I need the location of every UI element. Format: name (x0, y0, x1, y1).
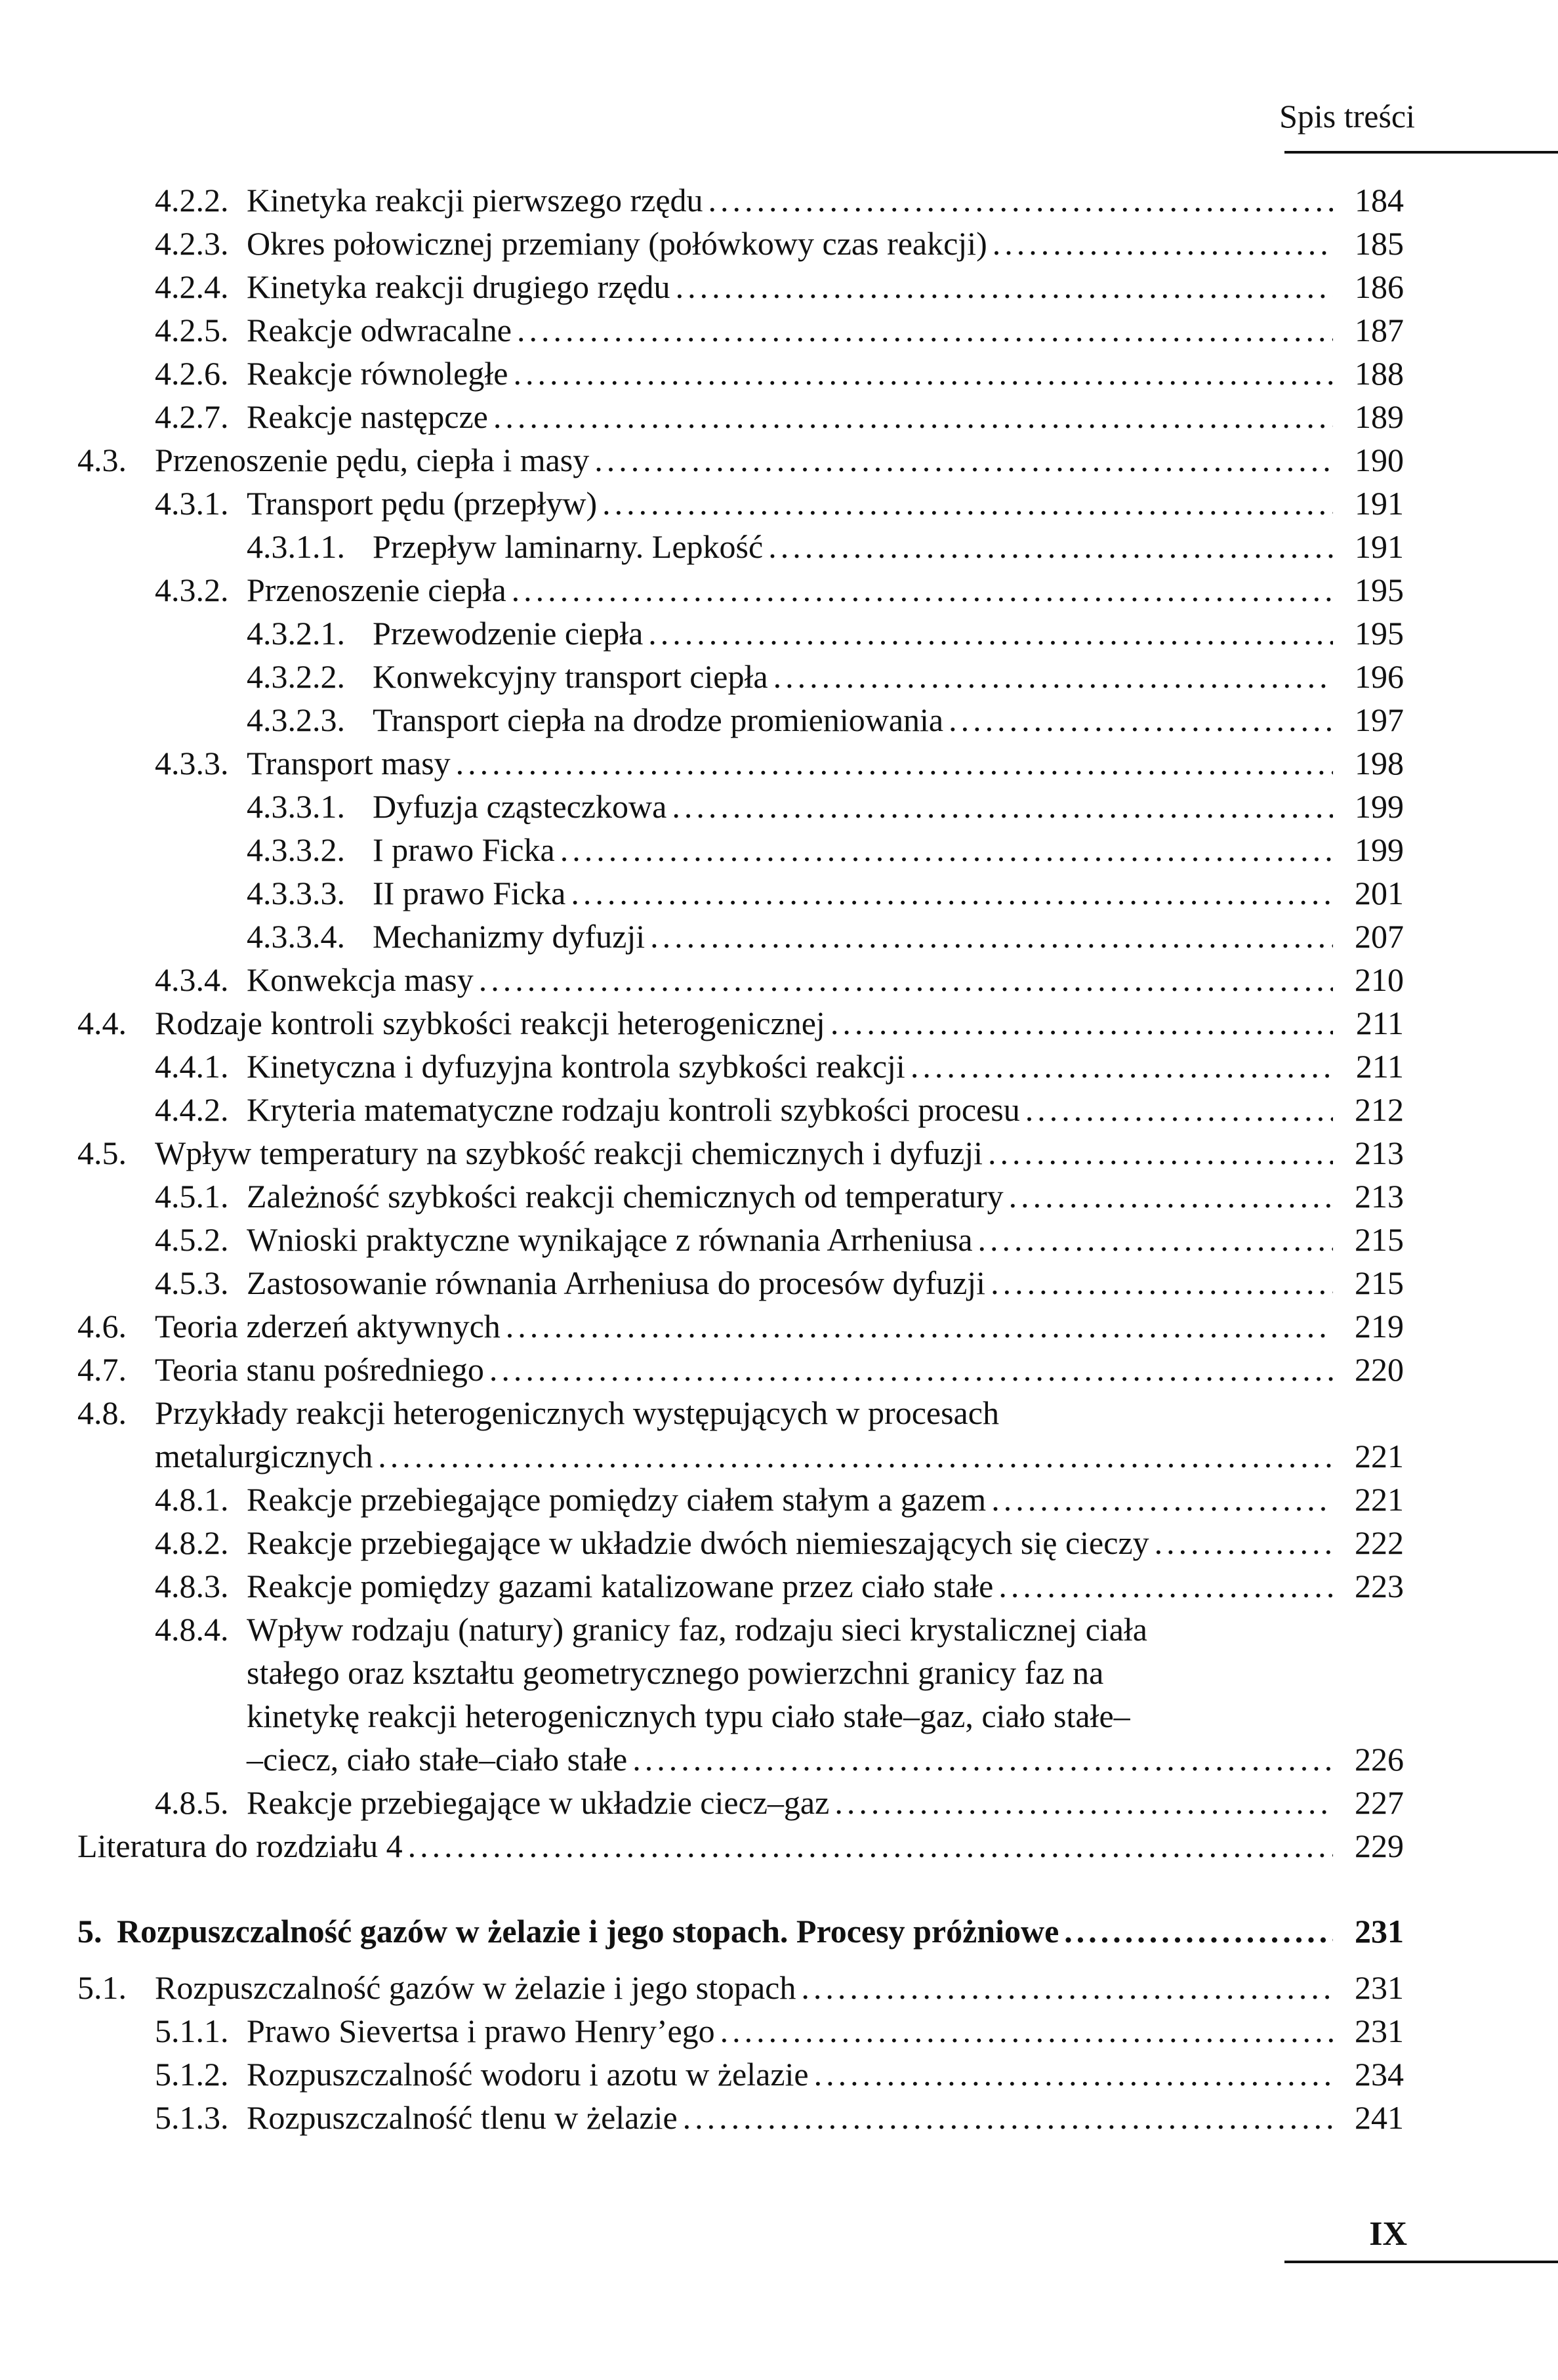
dot-leader (408, 1824, 1333, 1868)
toc-entry-title: Kinetyka reakcji drugiego rzędu (247, 268, 670, 305)
toc-entry-page: 211 (1355, 1048, 1404, 1085)
toc-entry[interactable] (0, 1305, 1404, 1348)
toc-entry[interactable] (0, 1175, 1404, 1218)
toc-entry-title: Mechanizmy dyfuzji (373, 918, 646, 955)
toc-entry-page: 229 (1355, 1827, 1404, 1864)
toc-entry-page: 231 (1355, 1969, 1404, 2006)
toc-entry[interactable] (0, 1694, 1404, 1738)
toc-entry-title: Dyfuzja cząsteczkowa (373, 788, 667, 825)
toc-entry[interactable] (0, 482, 1404, 525)
toc-entry-title: Przenoszenie ciepła (247, 572, 506, 608)
toc-entry-number: 4.3.2. (155, 572, 229, 608)
toc-entry-number: 4.8.4. (155, 1611, 229, 1648)
toc-entry[interactable] (0, 1781, 1404, 1824)
toc-entry-title: –ciecz, ciało stałe–ciało stałe (247, 1741, 628, 1778)
toc-entry[interactable] (0, 1131, 1404, 1175)
toc-entry-page: 222 (1355, 1524, 1404, 1561)
toc-entry[interactable] (0, 741, 1404, 785)
toc-entry[interactable] (0, 1348, 1404, 1391)
toc-entry-number: 4.2.5. (155, 312, 229, 348)
toc-entry-title: Przepływ laminarny. Lepkość (373, 528, 764, 565)
toc-entry-title: kinetykę reakcji heterogenicznych typu ciało stałe–gaz, ciało stałe– (247, 1698, 1130, 1734)
toc-entry-number: 4.4.2. (155, 1091, 229, 1128)
toc-entry-number: 4.5.3. (155, 1264, 229, 1301)
toc-entry-title: Reakcje pomiędzy gazami katalizowane przez ciało stałe (247, 1568, 994, 1604)
toc-entry-page: 199 (1355, 788, 1404, 825)
toc-entry-title: Rozpuszczalność gazów w żelazie i jego stopach. Procesy próżniowe (117, 1913, 1059, 1950)
toc-entry-page: 210 (1355, 961, 1404, 998)
dot-leader (378, 1434, 1333, 1478)
dot-leader (998, 1564, 1333, 1608)
toc-entry-page: 241 (1355, 2099, 1404, 2136)
toc-entry-page: 223 (1355, 1568, 1404, 1604)
toc-entry-number: 4.2.3. (155, 225, 229, 262)
dot-leader (768, 525, 1333, 568)
toc-entry-page: 213 (1355, 1135, 1404, 1171)
toc-entry-number: 5.1. (77, 1969, 127, 2006)
toc-entry-page: 197 (1355, 701, 1404, 738)
toc-entry-number: 4.3.1.1. (247, 528, 345, 565)
toc-entry[interactable] (0, 438, 1404, 482)
toc-entry-number: 4.6. (77, 1308, 127, 1345)
toc-entry-number: 4.5.1. (155, 1178, 229, 1215)
toc-entry-title: Reakcje odwracalne (247, 312, 512, 348)
dot-leader (988, 1131, 1333, 1175)
toc-entry[interactable] (0, 1001, 1404, 1045)
toc-entry-page: 207 (1355, 918, 1404, 955)
toc-entry-page: 231 (1355, 1913, 1404, 1950)
toc-entry-number: 5.1.2. (155, 2056, 229, 2093)
toc-entry[interactable] (0, 265, 1404, 308)
toc-entry[interactable] (0, 2096, 1404, 2139)
toc-entry-title: Reakcje przebiegające w układzie ciecz–gaz (247, 1784, 830, 1821)
toc-entry-page: 234 (1355, 2056, 1404, 2093)
toc-entry-title: Wnioski praktyczne wynikające z równania Arrheniusa (247, 1221, 973, 1258)
toc-entry-number: 4.3.3.1. (247, 788, 345, 825)
toc-entry-title: Reakcje przebiegające w układzie dwóch niemieszających się cieczy (247, 1524, 1149, 1561)
toc-entry-number: 5. (77, 1913, 102, 1950)
section-spacer (0, 1868, 1558, 1910)
dot-leader (676, 265, 1333, 308)
header-rule (1284, 151, 1558, 154)
dot-leader (1064, 1910, 1333, 1953)
toc-entry[interactable] (0, 1651, 1404, 1694)
running-header: Spis treści (1279, 98, 1415, 135)
toc-entry-title: Przenoszenie pędu, ciepła i masy (155, 442, 590, 478)
toc-entry[interactable] (0, 1738, 1404, 1781)
toc-entry-number: 4.3.3.2. (247, 831, 345, 868)
toc-entry[interactable] (0, 1608, 1404, 1651)
toc-entry[interactable] (0, 352, 1404, 395)
toc-entry-title: Wpływ temperatury na szybkość reakcji chemicznych i dyfuzji (155, 1135, 983, 1171)
toc-entry-title: Zależność szybkości reakcji chemicznych od temperatury (247, 1178, 1004, 1215)
dot-leader (594, 438, 1333, 482)
toc-entry[interactable] (0, 1521, 1404, 1564)
dot-leader (560, 828, 1333, 871)
section-spacer (0, 1953, 1558, 1966)
dot-leader (708, 178, 1333, 222)
dot-leader (683, 2096, 1333, 2139)
toc-entry-number: 4.3.1. (155, 485, 229, 522)
toc-entry-page: 189 (1355, 398, 1404, 435)
toc-entry-number: 4.5. (77, 1135, 127, 1171)
toc-entry-number: 4.3.3.3. (247, 875, 345, 911)
toc-entry-title: Rodzaje kontroli szybkości reakcji heterogenicznej (155, 1005, 825, 1041)
toc-entry-number: 4.3. (77, 442, 127, 478)
toc-entry-title: Zastosowanie równania Arrheniusa do procesów dyfuzji (247, 1264, 986, 1301)
toc-entry-page: 215 (1355, 1221, 1404, 1258)
toc-entry[interactable] (0, 915, 1404, 958)
toc-entry-title: Kinetyczna i dyfuzyjna kontrola szybkości reakcji (247, 1048, 905, 1085)
toc-entry[interactable] (0, 395, 1404, 438)
toc-entry[interactable] (0, 1910, 1404, 1953)
toc-entry-page: 221 (1355, 1481, 1404, 1518)
toc-entry-number: 4.8.5. (155, 1784, 229, 1821)
toc-entry-title: Reakcje równoległe (247, 355, 508, 392)
toc-entry-title: Kinetyka reakcji pierwszego rzędu (247, 182, 703, 219)
toc-entry-page: 186 (1355, 268, 1404, 305)
toc-entry[interactable] (0, 828, 1404, 871)
dot-leader (493, 395, 1333, 438)
toc-entry-page: 212 (1355, 1091, 1404, 1128)
toc-entry[interactable] (0, 525, 1404, 568)
toc-entry-title: Przykłady reakcji heterogenicznych występujących w procesach (155, 1394, 999, 1431)
toc-entry-page: 187 (1355, 312, 1404, 348)
dot-leader (513, 352, 1333, 395)
toc-entry-page: 219 (1355, 1308, 1404, 1345)
toc-entry[interactable] (0, 2053, 1404, 2096)
toc-entry-page: 221 (1355, 1438, 1404, 1474)
dot-leader (801, 1966, 1333, 2009)
toc-entry-number: 4.3.4. (155, 961, 229, 998)
toc-entry[interactable] (0, 1434, 1404, 1478)
toc-entry-title: Transport pędu (przepływ) (247, 485, 598, 522)
dot-leader (506, 1305, 1333, 1348)
toc-entry-number: 4.3.2.2. (247, 658, 345, 695)
toc-entry-page: 211 (1355, 1005, 1404, 1041)
toc-entry-page: 190 (1355, 442, 1404, 478)
toc-entry-title: Rozpuszczalność gazów w żelazie i jego stopach (155, 1969, 796, 2006)
toc-entry-title: Reakcje przebiegające pomiędzy ciałem stałym a gazem (247, 1481, 987, 1518)
toc-entry-title: metalurgicznych (155, 1438, 373, 1474)
toc-entry-title: Konwekcja masy (247, 961, 474, 998)
toc-entry-number: 5.1.3. (155, 2099, 229, 2136)
toc-entry-number: 4.5.2. (155, 1221, 229, 1258)
dot-leader (672, 785, 1333, 828)
toc-entry-page: 185 (1355, 225, 1404, 262)
dot-leader (834, 1781, 1333, 1824)
toc-entry[interactable] (0, 2009, 1404, 2053)
toc-entry-page: 213 (1355, 1178, 1404, 1215)
toc-entry-title: Teoria stanu pośredniego (155, 1351, 484, 1388)
toc-entry-page: 198 (1355, 745, 1404, 782)
toc-entry-title: Teoria zderzeń aktywnych (155, 1308, 501, 1345)
toc-entry-page: 226 (1355, 1741, 1404, 1778)
toc-entry[interactable] (0, 1391, 1404, 1434)
toc-entry[interactable] (0, 568, 1404, 612)
toc-entry-number: 4.8.2. (155, 1524, 229, 1561)
toc-entry-page: 184 (1355, 182, 1404, 219)
dot-leader (949, 698, 1333, 741)
dot-leader (571, 871, 1333, 915)
dot-leader (773, 655, 1333, 698)
toc-entry-number: 4.2.6. (155, 355, 229, 392)
toc-entry-number: 4.3.3.4. (247, 918, 345, 955)
dot-leader (648, 612, 1333, 655)
dot-leader (650, 915, 1333, 958)
toc-entry-title: Reakcje następcze (247, 398, 488, 435)
toc-entry-title: Kryteria matematyczne rodzaju kontroli szybkości procesu (247, 1091, 1020, 1128)
toc-entry[interactable] (0, 1045, 1404, 1088)
toc-entry-number: 4.3.2.3. (247, 701, 345, 738)
dot-leader (456, 741, 1333, 785)
dot-leader (1155, 1521, 1333, 1564)
toc-entry[interactable] (0, 1564, 1404, 1608)
toc-entry[interactable] (0, 1088, 1404, 1131)
toc-entry[interactable] (0, 1261, 1404, 1305)
toc-entry-number: 4.8.1. (155, 1481, 229, 1518)
toc-entry-page: 191 (1355, 485, 1404, 522)
dot-leader (993, 222, 1333, 265)
toc-entry[interactable] (0, 1966, 1404, 2009)
toc-entry-number: 4.3.2.1. (247, 615, 345, 652)
toc-entry-title: I prawo Ficka (373, 831, 555, 868)
dot-leader (489, 1348, 1333, 1391)
toc-entry-title: Okres połowicznej przemiany (połówkowy czas reakcji) (247, 225, 987, 262)
toc-entry-page: 215 (1355, 1264, 1404, 1301)
toc-entry-number: 4.2.7. (155, 398, 229, 435)
toc-entry-number: 4.4.1. (155, 1048, 229, 1085)
dot-leader (512, 568, 1333, 612)
toc-entry-title: Rozpuszczalność tlenu w żelazie (247, 2099, 678, 2136)
toc-entry-number: 4.7. (77, 1351, 127, 1388)
toc-entry-number: 4.4. (77, 1005, 127, 1041)
dot-leader (720, 2009, 1333, 2053)
dot-leader (911, 1045, 1333, 1088)
toc-entry-page: 220 (1355, 1351, 1404, 1388)
toc-entry-title: Literatura do rozdziału 4 (77, 1827, 403, 1864)
toc-entry-title: Rozpuszczalność wodoru i azotu w żelazie (247, 2056, 809, 2093)
toc-entry-number: 4.8.3. (155, 1568, 229, 1604)
dot-leader (830, 1001, 1333, 1045)
dot-leader (632, 1738, 1333, 1781)
toc-entry-number: 4.8. (77, 1394, 127, 1431)
toc-entry-number: 5.1.1. (155, 2013, 229, 2049)
table-of-contents (0, 178, 1558, 2139)
toc-entry-title: Transport masy (247, 745, 451, 782)
dot-leader (814, 2053, 1333, 2096)
toc-entry[interactable] (0, 698, 1404, 741)
toc-entry[interactable] (0, 308, 1404, 352)
toc-entry[interactable] (0, 871, 1404, 915)
dot-leader (991, 1261, 1333, 1305)
toc-entry-page: 231 (1355, 2013, 1404, 2049)
toc-entry-number: 4.2.2. (155, 182, 229, 219)
toc-entry-title: stałego oraz kształtu geometrycznego powierzchni granicy faz na (247, 1654, 1104, 1691)
dot-leader (479, 958, 1333, 1001)
toc-entry[interactable] (0, 655, 1404, 698)
footer-rule (1284, 2261, 1558, 2263)
toc-entry-title: Prawo Sievertsa i prawo Henry’ego (247, 2013, 715, 2049)
toc-entry-title: Wpływ rodzaju (natury) granicy faz, rodzaju sieci krystalicznej ciała (247, 1611, 1147, 1648)
dot-leader (978, 1218, 1333, 1261)
toc-entry[interactable] (0, 222, 1404, 265)
toc-entry-page: 227 (1355, 1784, 1404, 1821)
toc-entry-page: 191 (1355, 528, 1404, 565)
toc-entry[interactable] (0, 958, 1404, 1001)
toc-entry-number: 4.3.3. (155, 745, 229, 782)
toc-entry[interactable] (0, 178, 1404, 222)
toc-entry-page: 195 (1355, 615, 1404, 652)
toc-entry[interactable] (0, 612, 1404, 655)
toc-entry-page: 188 (1355, 355, 1404, 392)
toc-entry-page: 195 (1355, 572, 1404, 608)
toc-entry-title: Konwekcyjny transport ciepła (373, 658, 768, 695)
toc-entry-page: 199 (1355, 831, 1404, 868)
toc-entry-title: Przewodzenie ciepła (373, 615, 644, 652)
dot-leader (602, 482, 1333, 525)
toc-entry[interactable] (0, 1478, 1404, 1521)
toc-entry[interactable] (0, 1218, 1404, 1261)
toc-entry-page: 196 (1355, 658, 1404, 695)
toc-entry[interactable] (0, 785, 1404, 828)
dot-leader (517, 308, 1333, 352)
toc-entry-number: 4.2.4. (155, 268, 229, 305)
toc-entry[interactable] (0, 1824, 1404, 1868)
dot-leader (1009, 1175, 1333, 1218)
page-number-roman: IX (1369, 2215, 1407, 2253)
toc-entry-title: Transport ciepła na drodze promieniowania (373, 701, 944, 738)
dot-leader (991, 1478, 1333, 1521)
toc-entry-title: II prawo Ficka (373, 875, 566, 911)
toc-entry-page: 201 (1355, 875, 1404, 911)
dot-leader (1025, 1088, 1333, 1131)
